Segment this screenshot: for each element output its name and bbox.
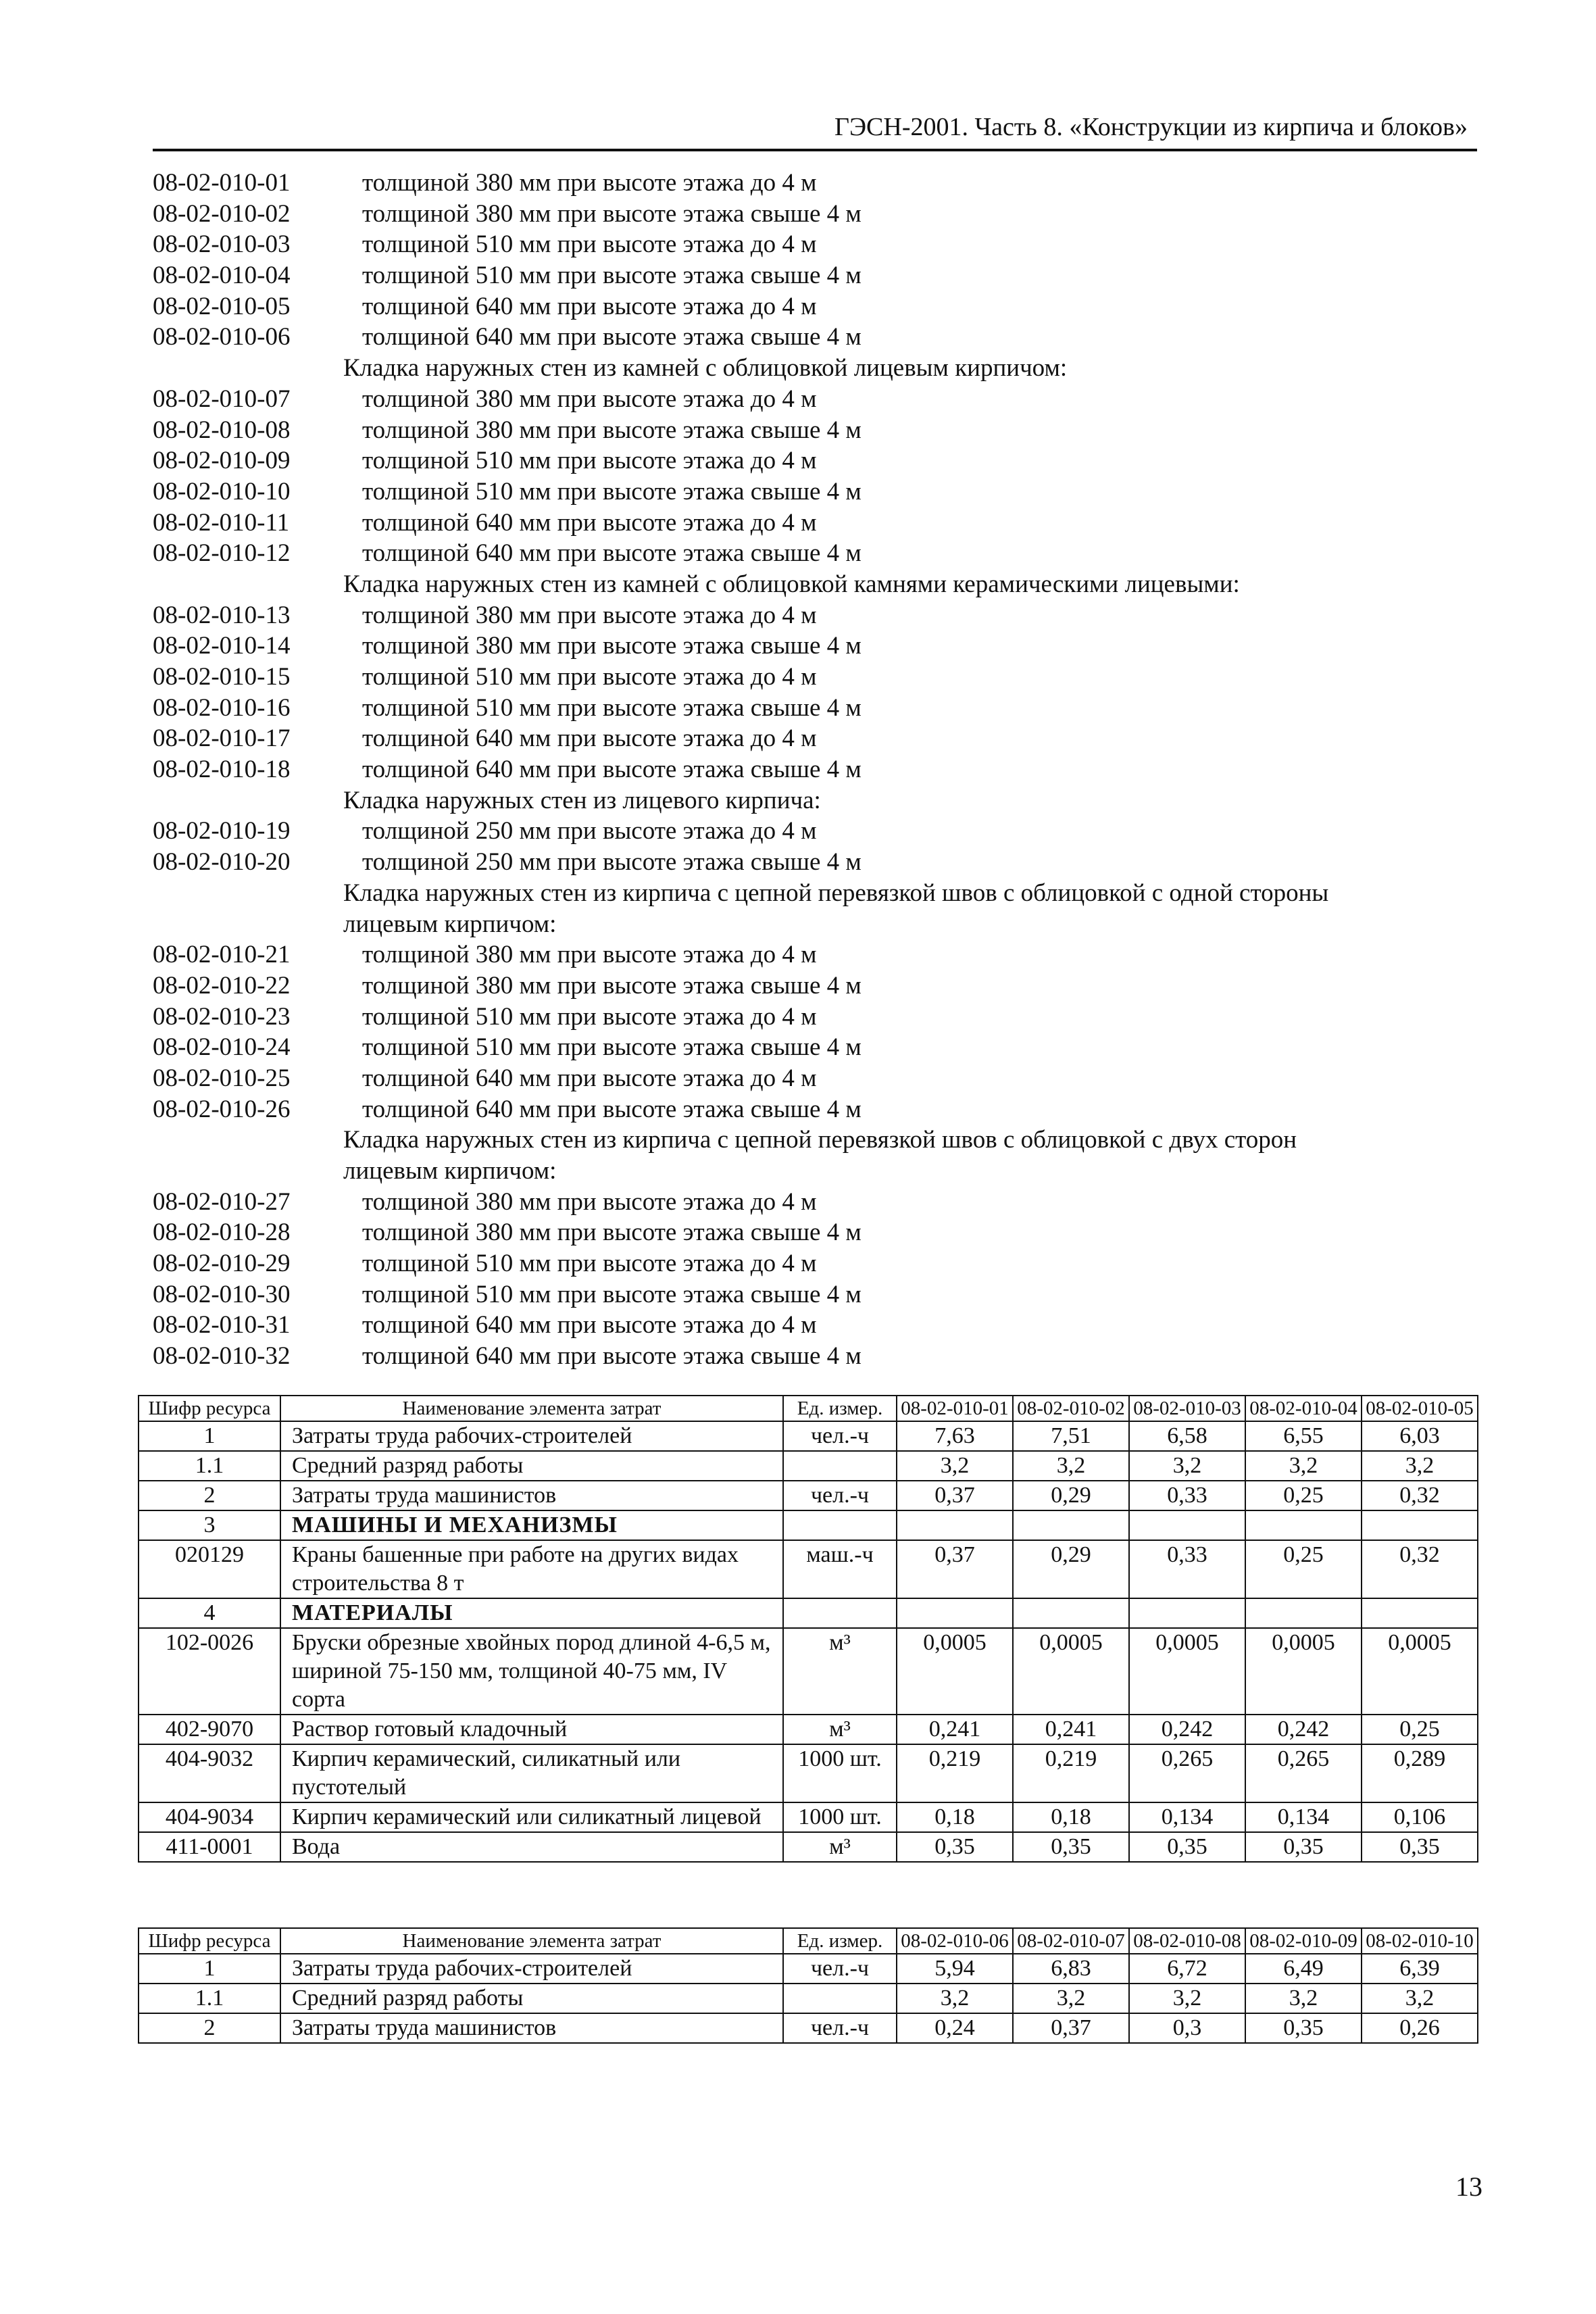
header-cost-element: Наименование элемента затрат <box>280 1396 783 1421</box>
norm-line <box>153 662 1477 693</box>
norm-line <box>153 1032 1477 1063</box>
norm-line <box>153 1248 1477 1279</box>
norm-code: 08-02-010-21 <box>153 941 291 969</box>
norm-line <box>153 1002 1477 1033</box>
header-norm-code: 08-02-010-01 <box>897 1396 1013 1421</box>
norm-value: 0,0005 <box>1362 1628 1478 1715</box>
norm-code: 08-02-010-13 <box>153 601 291 629</box>
norm-value: 0,24 <box>897 2013 1013 2043</box>
norm-value <box>1362 1510 1478 1540</box>
norm-value: 3,2 <box>1013 1451 1129 1481</box>
norm-code: 08-02-010-29 <box>153 1250 291 1278</box>
norm-value: 6,58 <box>1129 1421 1245 1451</box>
resource-table-1 <box>138 1395 1478 1863</box>
unit <box>783 1598 897 1628</box>
norm-value: 0,35 <box>1245 1832 1362 1862</box>
norm-value: 0,33 <box>1129 1540 1245 1598</box>
section-heading-line <box>153 785 1477 816</box>
resource-code: 404-9034 <box>139 1802 280 1832</box>
norm-value: 3,2 <box>1362 1451 1478 1481</box>
norm-line <box>153 1217 1477 1248</box>
norm-value <box>1129 1510 1245 1540</box>
norm-code: 08-02-010-28 <box>153 1218 291 1247</box>
unit: 1000 шт. <box>783 1802 897 1832</box>
table-row <box>139 1984 1478 2013</box>
norm-line <box>153 723 1477 754</box>
norm-value: 0,0005 <box>897 1628 1013 1715</box>
unit: 1000 шт. <box>783 1744 897 1802</box>
resource-code: 020129 <box>139 1540 280 1598</box>
section-heading-line <box>153 878 1477 909</box>
table-row <box>139 1540 1478 1598</box>
norm-value: 3,2 <box>897 1984 1013 2013</box>
cost-element-name: Затраты труда рабочих-строителей <box>280 1421 783 1451</box>
norm-code: 08-02-010-09 <box>153 447 291 475</box>
table-header-row <box>139 1396 1478 1421</box>
norm-line <box>153 1341 1477 1372</box>
norm-description: толщиной 380 мм при высоте этажа до 4 м <box>362 941 817 969</box>
norm-description: толщиной 640 мм при высоте этажа свыше 4 м <box>362 756 862 784</box>
norm-line <box>153 631 1477 662</box>
norm-description: толщиной 640 мм при высоте этажа свыше 4 м <box>362 323 862 351</box>
norm-value: 0,265 <box>1245 1744 1362 1802</box>
norm-value <box>1013 1510 1129 1540</box>
norm-value <box>1129 1598 1245 1628</box>
norm-code: 08-02-010-11 <box>153 508 290 537</box>
norm-value: 3,2 <box>1245 1984 1362 2013</box>
cost-element-name: Вода <box>280 1832 783 1862</box>
header-norm-code: 08-02-010-04 <box>1245 1396 1362 1421</box>
norm-value <box>897 1598 1013 1628</box>
norm-line <box>153 445 1477 476</box>
norm-value: 6,49 <box>1245 1954 1362 1984</box>
header-cost-element: Наименование элемента затрат <box>280 1928 783 1954</box>
norm-value: 3,2 <box>1362 1984 1478 2013</box>
norm-description: толщиной 640 мм при высоте этажа до 4 м <box>362 724 817 753</box>
norm-code: 08-02-010-02 <box>153 199 291 228</box>
norm-description: толщиной 380 мм при высоте этажа до 4 м <box>362 1187 817 1216</box>
norm-line <box>153 476 1477 508</box>
resource-code: 102-0026 <box>139 1628 280 1715</box>
cost-element-name: Бруски обрезные хвойных пород длиной 4-6,5 м, шириной 75-150 мм, толщиной 40-75 мм, IV сорта <box>280 1628 783 1715</box>
header-unit: Ед. измер. <box>783 1928 897 1954</box>
header-norm-code: 08-02-010-02 <box>1013 1396 1129 1421</box>
norm-code: 08-02-010-22 <box>153 971 291 1000</box>
norm-value: 0,26 <box>1362 2013 1478 2043</box>
table-row <box>139 1832 1478 1862</box>
norm-code: 08-02-010-04 <box>153 262 291 290</box>
norm-value: 0,29 <box>1013 1481 1129 1510</box>
norm-line <box>153 168 1477 199</box>
norm-description: толщиной 510 мм при высоте этажа свыше 4 м <box>362 477 862 506</box>
norm-line <box>153 693 1477 724</box>
norm-description: толщиной 510 мм при высоте этажа свыше 4 м <box>362 1033 862 1062</box>
norm-value: 0,241 <box>1013 1715 1129 1744</box>
norm-description: толщиной 510 мм при высоте этажа до 4 м <box>362 230 817 259</box>
unit: м³ <box>783 1715 897 1744</box>
resource-code: 1.1 <box>139 1984 280 2013</box>
resource-code: 3 <box>139 1510 280 1540</box>
norm-line <box>153 199 1477 230</box>
unit: чел.-ч <box>783 1481 897 1510</box>
norm-description: толщиной 250 мм при высоте этажа до 4 м <box>362 817 817 845</box>
norm-value: 0,37 <box>1013 2013 1129 2043</box>
norm-value <box>1362 1598 1478 1628</box>
norm-description: толщиной 640 мм при высоте этажа свыше 4 м <box>362 1342 862 1371</box>
resource-code: 1 <box>139 1954 280 1984</box>
norm-value <box>1245 1510 1362 1540</box>
norm-code: 08-02-010-27 <box>153 1187 291 1216</box>
norm-code: 08-02-010-31 <box>153 1311 291 1339</box>
norm-value: 0,35 <box>897 1832 1013 1862</box>
norm-value: 7,63 <box>897 1421 1013 1451</box>
norm-value: 0,18 <box>897 1802 1013 1832</box>
norm-line <box>153 847 1477 878</box>
unit: м³ <box>783 1832 897 1862</box>
norm-value: 6,83 <box>1013 1954 1129 1984</box>
norm-value: 0,242 <box>1129 1715 1245 1744</box>
resource-code: 1.1 <box>139 1451 280 1481</box>
norm-line <box>153 322 1477 353</box>
norm-value: 7,51 <box>1013 1421 1129 1451</box>
unit: чел.-ч <box>783 2013 897 2043</box>
norm-line <box>153 600 1477 631</box>
norm-list <box>153 168 1477 1372</box>
norm-line <box>153 1187 1477 1218</box>
resource-code: 411-0001 <box>139 1832 280 1862</box>
resource-code: 402-9070 <box>139 1715 280 1744</box>
norm-description: толщиной 380 мм при высоте этажа свыше 4 м <box>362 632 862 660</box>
norm-value: 6,55 <box>1245 1421 1362 1451</box>
norm-description: толщиной 510 мм при высоте этажа до 4 м <box>362 1002 817 1031</box>
norm-line <box>153 508 1477 539</box>
norm-value: 6,03 <box>1362 1421 1478 1451</box>
norm-description: толщиной 640 мм при высоте этажа до 4 м <box>362 508 817 537</box>
norm-value: 6,39 <box>1362 1954 1478 1984</box>
norm-code: 08-02-010-16 <box>153 693 291 722</box>
norm-description: толщиной 640 мм при высоте этажа до 4 м <box>362 292 817 320</box>
norm-value: 0,241 <box>897 1715 1013 1744</box>
norm-description: толщиной 640 мм при высоте этажа свыше 4 м <box>362 1095 862 1123</box>
norm-line <box>153 415 1477 446</box>
norm-code: 08-02-010-18 <box>153 756 291 784</box>
norm-description: толщиной 510 мм при высоте этажа до 4 м <box>362 447 817 475</box>
norm-value: 0,242 <box>1245 1715 1362 1744</box>
norm-value: 0,32 <box>1362 1481 1478 1510</box>
norm-code: 08-02-010-19 <box>153 817 291 845</box>
resource-code: 404-9032 <box>139 1744 280 1802</box>
header-resource-code: Шифр ресурса <box>139 1928 280 1954</box>
unit: маш.-ч <box>783 1540 897 1598</box>
norm-value: 3,2 <box>1129 1451 1245 1481</box>
unit: чел.-ч <box>783 1954 897 1984</box>
norm-line <box>153 291 1477 322</box>
norm-code: 08-02-010-06 <box>153 323 291 351</box>
resource-code: 4 <box>139 1598 280 1628</box>
header-norm-code: 08-02-010-05 <box>1362 1396 1478 1421</box>
resource-code: 2 <box>139 1481 280 1510</box>
section-title: МАТЕРИАЛЫ <box>280 1598 783 1628</box>
section-heading-line <box>153 1156 1477 1187</box>
table-row <box>139 1802 1478 1832</box>
norm-value: 0,35 <box>1129 1832 1245 1862</box>
norm-code: 08-02-010-32 <box>153 1342 291 1371</box>
norm-description: толщиной 380 мм при высоте этажа до 4 м <box>362 169 817 197</box>
header-norm-code: 08-02-010-08 <box>1129 1928 1245 1954</box>
norm-value: 5,94 <box>897 1954 1013 1984</box>
norm-line <box>153 1063 1477 1094</box>
cost-element-name: Средний разряд работы <box>280 1984 783 2013</box>
norm-value: 0,106 <box>1362 1802 1478 1832</box>
norm-code: 08-02-010-15 <box>153 663 291 691</box>
norm-value <box>1013 1598 1129 1628</box>
norm-value: 3,2 <box>897 1451 1013 1481</box>
table-row <box>139 1421 1478 1451</box>
norm-value: 0,37 <box>897 1481 1013 1510</box>
norm-description: толщиной 380 мм при высоте этажа свыше 4 м <box>362 971 862 1000</box>
norm-value: 0,219 <box>1013 1744 1129 1802</box>
section-heading: Кладка наружных стен из камней с облицовкой камнями керамическими лицевыми: <box>343 570 1240 598</box>
unit: чел.-ч <box>783 1421 897 1451</box>
norm-code: 08-02-010-14 <box>153 632 291 660</box>
norm-line <box>153 970 1477 1002</box>
norm-value <box>897 1510 1013 1540</box>
norm-line <box>153 1094 1477 1125</box>
norm-description: толщиной 380 мм при высоте этажа свыше 4 м <box>362 416 862 444</box>
section-heading: Кладка наружных стен из кирпича с цепной перевязкой швов с облицовкой с одной стороны <box>343 879 1329 907</box>
norm-code: 08-02-010-25 <box>153 1064 291 1092</box>
norm-line <box>153 1310 1477 1341</box>
table-row <box>139 1510 1478 1540</box>
unit <box>783 1451 897 1481</box>
header-norm-code: 08-02-010-07 <box>1013 1928 1129 1954</box>
norm-value: 3,2 <box>1245 1451 1362 1481</box>
page-number: 13 <box>1455 2171 1482 2202</box>
norm-value: 0,25 <box>1245 1481 1362 1510</box>
norm-description: толщиной 510 мм при высоте этажа свыше 4 м <box>362 1280 862 1308</box>
norm-line <box>153 754 1477 785</box>
norm-value: 0,134 <box>1245 1802 1362 1832</box>
unit <box>783 1984 897 2013</box>
norm-description: толщиной 640 мм при высоте этажа до 4 м <box>362 1311 817 1339</box>
resource-code: 2 <box>139 2013 280 2043</box>
norm-value: 0,265 <box>1129 1744 1245 1802</box>
norm-line <box>153 816 1477 847</box>
norm-value: 0,35 <box>1362 1832 1478 1862</box>
norm-value <box>1245 1598 1362 1628</box>
header-norm-code: 08-02-010-03 <box>1129 1396 1245 1421</box>
norm-description: толщиной 380 мм при высоте этажа свыше 4 м <box>362 199 862 228</box>
norm-value: 3,2 <box>1129 1984 1245 2013</box>
norm-description: толщиной 510 мм при высоте этажа до 4 м <box>362 663 817 691</box>
table-row <box>139 1954 1478 1984</box>
cost-element-name: Средний разряд работы <box>280 1451 783 1481</box>
norm-value: 0,33 <box>1129 1481 1245 1510</box>
norm-value: 0,219 <box>897 1744 1013 1802</box>
norm-code: 08-02-010-08 <box>153 416 291 444</box>
table-row <box>139 1598 1478 1628</box>
norm-value: 3,2 <box>1013 1984 1129 2013</box>
norm-code: 08-02-010-10 <box>153 477 291 506</box>
norm-code: 08-02-010-30 <box>153 1280 291 1308</box>
norm-code: 08-02-010-17 <box>153 724 291 753</box>
page-header-title: ГЭСН-2001. Часть 8. «Конструкции из кирпича и блоков» <box>834 113 1468 141</box>
norm-description: толщиной 510 мм при высоте этажа свыше 4 м <box>362 693 862 722</box>
section-heading-line <box>153 353 1477 384</box>
norm-value: 0,25 <box>1245 1540 1362 1598</box>
norm-description: толщиной 510 мм при высоте этажа свыше 4 м <box>362 262 862 290</box>
section-heading: лицевым кирпичом: <box>343 1157 557 1185</box>
norm-code: 08-02-010-05 <box>153 292 291 320</box>
header-norm-code: 08-02-010-10 <box>1362 1928 1478 1954</box>
norm-value: 0,37 <box>897 1540 1013 1598</box>
norm-line <box>153 1279 1477 1310</box>
norm-value: 0,289 <box>1362 1744 1478 1802</box>
norm-description: толщиной 510 мм при высоте этажа до 4 м <box>362 1250 817 1278</box>
page-header <box>153 107 1477 151</box>
norm-value: 0,18 <box>1013 1802 1129 1832</box>
table-row <box>139 1715 1478 1744</box>
unit <box>783 1510 897 1540</box>
resource-table-2 <box>138 1927 1478 2044</box>
norm-line <box>153 384 1477 415</box>
cost-element-name: Раствор готовый кладочный <box>280 1715 783 1744</box>
norm-code: 08-02-010-12 <box>153 539 291 568</box>
header-norm-code: 08-02-010-06 <box>897 1928 1013 1954</box>
cost-element-name: Затраты труда машинистов <box>280 2013 783 2043</box>
section-heading-line <box>153 909 1477 940</box>
cost-element-name: Кирпич керамический, силикатный или пустотелый <box>280 1744 783 1802</box>
norm-description: толщиной 380 мм при высоте этажа свыше 4 м <box>362 1218 862 1247</box>
norm-value: 0,0005 <box>1013 1628 1129 1715</box>
norm-code: 08-02-010-07 <box>153 385 291 413</box>
section-heading-line <box>153 1125 1477 1156</box>
section-heading: Кладка наружных стен из лицевого кирпича: <box>343 786 821 814</box>
norm-line <box>153 260 1477 291</box>
norm-value: 0,0005 <box>1129 1628 1245 1715</box>
section-heading: Кладка наружных стен из камней с облицовкой лицевым кирпичом: <box>343 354 1068 383</box>
norm-value: 0,0005 <box>1245 1628 1362 1715</box>
cost-element-name: Затраты труда рабочих-строителей <box>280 1954 783 1984</box>
norm-value: 0,32 <box>1362 1540 1478 1598</box>
header-unit: Ед. измер. <box>783 1396 897 1421</box>
unit: м³ <box>783 1628 897 1715</box>
table-row <box>139 1481 1478 1510</box>
norm-code: 08-02-010-24 <box>153 1033 291 1062</box>
cost-element-name: Затраты труда машинистов <box>280 1481 783 1510</box>
norm-code: 08-02-010-26 <box>153 1095 291 1123</box>
section-heading: Кладка наружных стен из кирпича с цепной перевязкой швов с облицовкой с двух сторон <box>343 1126 1297 1154</box>
norm-code: 08-02-010-23 <box>153 1002 291 1031</box>
norm-description: толщиной 380 мм при высоте этажа до 4 м <box>362 385 817 413</box>
table-row <box>139 1744 1478 1802</box>
norm-code: 08-02-010-20 <box>153 848 291 877</box>
norm-value: 0,29 <box>1013 1540 1129 1598</box>
section-title: МАШИНЫ И МЕХАНИЗМЫ <box>280 1510 783 1540</box>
table-row <box>139 1451 1478 1481</box>
cost-element-name: Краны башенные при работе на других видах строительства 8 т <box>280 1540 783 1598</box>
resource-code: 1 <box>139 1421 280 1451</box>
section-heading-line <box>153 569 1477 600</box>
norm-value: 0,3 <box>1129 2013 1245 2043</box>
table-row <box>139 2013 1478 2043</box>
norm-description: толщиной 250 мм при высоте этажа свыше 4 м <box>362 848 862 877</box>
norm-line <box>153 939 1477 970</box>
norm-line <box>153 538 1477 569</box>
header-resource-code: Шифр ресурса <box>139 1396 280 1421</box>
norm-line <box>153 229 1477 260</box>
norm-description: толщиной 640 мм при высоте этажа свыше 4 м <box>362 539 862 568</box>
norm-description: толщиной 380 мм при высоте этажа до 4 м <box>362 601 817 629</box>
norm-value: 0,35 <box>1013 1832 1129 1862</box>
cost-element-name: Кирпич керамический или силикатный лицевой <box>280 1802 783 1832</box>
table-header-row <box>139 1928 1478 1954</box>
section-heading: лицевым кирпичом: <box>343 910 557 938</box>
norm-code: 08-02-010-03 <box>153 230 291 259</box>
norm-description: толщиной 640 мм при высоте этажа до 4 м <box>362 1064 817 1092</box>
header-norm-code: 08-02-010-09 <box>1245 1928 1362 1954</box>
norm-code: 08-02-010-01 <box>153 169 291 197</box>
table-row <box>139 1628 1478 1715</box>
norm-value: 0,134 <box>1129 1802 1245 1832</box>
norm-value: 0,25 <box>1362 1715 1478 1744</box>
norm-value: 0,35 <box>1245 2013 1362 2043</box>
norm-value: 6,72 <box>1129 1954 1245 1984</box>
